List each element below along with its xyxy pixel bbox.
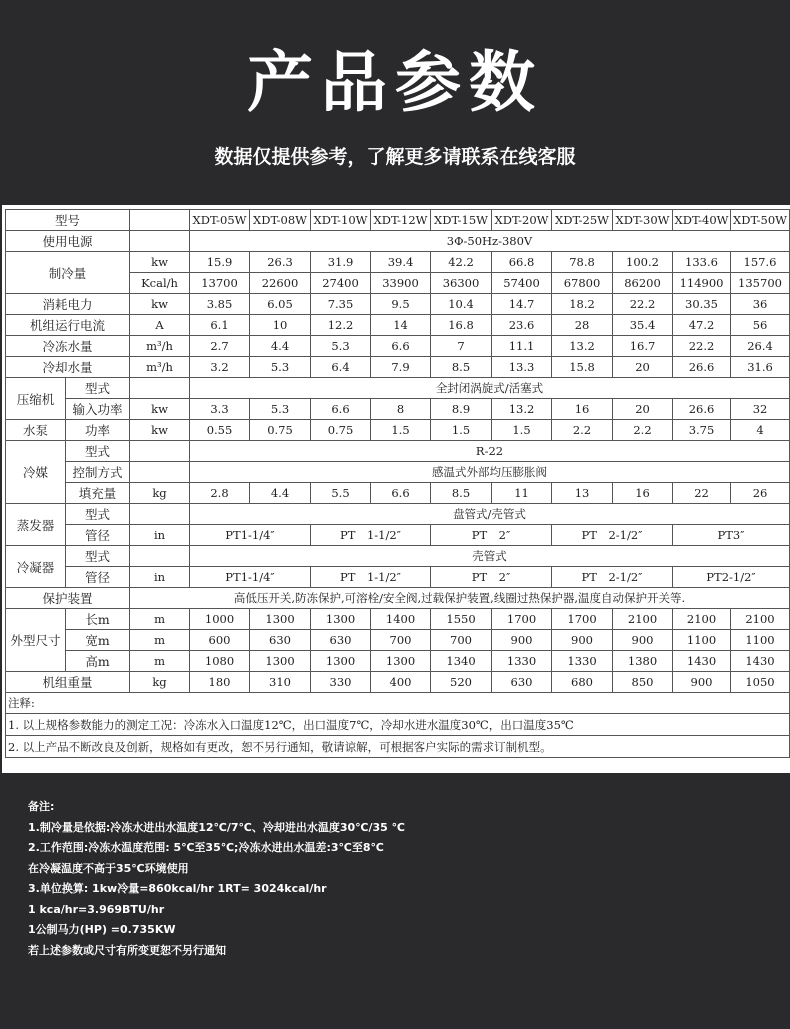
value-cell: 35.4: [613, 315, 673, 336]
unit-cell: in: [130, 525, 190, 546]
unit-cell: kw: [130, 399, 190, 420]
value-cell: 4.4: [250, 483, 311, 504]
value-cell: 1100: [673, 630, 731, 651]
value-cell: 6.05: [250, 294, 311, 315]
value-cell: 78.8: [552, 252, 613, 273]
value-cell: 14.7: [492, 294, 552, 315]
remarks-heading: 备注:: [28, 800, 55, 813]
value-cell: 27400: [311, 273, 371, 294]
value-cell: 900: [613, 630, 673, 651]
value-cell: 900: [492, 630, 552, 651]
cooling-kw-row: [6, 252, 790, 273]
value-cell: 14: [371, 315, 431, 336]
value-cell: 47.2: [673, 315, 731, 336]
value-cell: 57400: [492, 273, 552, 294]
refrigerant-charge-row: [6, 483, 790, 504]
value-cell: 66.8: [492, 252, 552, 273]
height-label: 高m: [66, 651, 130, 672]
value-cell: 1300: [250, 609, 311, 630]
value-cell: 23.6: [492, 315, 552, 336]
value-cell: 8: [371, 399, 431, 420]
compressor-type-label: 型式: [66, 378, 130, 399]
value-cell: 8.5: [431, 357, 492, 378]
value-cell: 56: [731, 315, 790, 336]
evaporator-label: 蒸发器: [6, 504, 66, 546]
value-cell: 12.2: [311, 315, 371, 336]
value-cell: 36300: [431, 273, 492, 294]
model-header: XDT-50W: [731, 210, 790, 231]
condenser-type-value: 壳管式: [190, 546, 790, 567]
pump-power-label: 功率: [66, 420, 130, 441]
value-cell: 630: [492, 672, 552, 693]
value-cell: 31.9: [311, 252, 371, 273]
value-cell: 2.2: [552, 420, 613, 441]
value-cell: 1080: [190, 651, 250, 672]
value-cell: 1700: [492, 609, 552, 630]
page-title: 产品参数: [247, 44, 543, 121]
value-cell: 630: [250, 630, 311, 651]
value-cell: 2100: [673, 609, 731, 630]
unit-cell: kw: [130, 252, 190, 273]
unit-cell: [130, 441, 190, 462]
unit-cell: [130, 546, 190, 567]
value-cell: 16: [552, 399, 613, 420]
protection-value: 高低压开关,防冻保护,可溶栓/安全阀,过载保护装置,线圈过热保护器,温度自动保护开关等.: [130, 588, 790, 609]
unit-cell: [130, 378, 190, 399]
notes-label-row: [6, 693, 790, 714]
value-cell: 31.6: [731, 357, 790, 378]
unit-cell: A: [130, 315, 190, 336]
value-cell: 310: [250, 672, 311, 693]
evaporator-pipe-label: 管径: [66, 525, 130, 546]
value-cell: 39.4: [371, 252, 431, 273]
value-cell: 11.1: [492, 336, 552, 357]
pipe-value-cell: PT1-1/4″: [190, 567, 311, 588]
unit-cell: m: [130, 630, 190, 651]
refrigerant-control-row: [6, 462, 790, 483]
value-cell: 16: [613, 483, 673, 504]
model-header: XDT-12W: [371, 210, 431, 231]
chilled-water-row: [6, 336, 790, 357]
unit-cell: m³/h: [130, 357, 190, 378]
value-cell: 36: [731, 294, 790, 315]
value-cell: 1.5: [431, 420, 492, 441]
value-cell: 8.5: [431, 483, 492, 504]
value-cell: 7.35: [311, 294, 371, 315]
remark-line: 若上述参数或尺寸有所变更恕不另行通知: [28, 943, 226, 957]
power-supply-row: [6, 231, 790, 252]
value-cell: 22: [673, 483, 731, 504]
unit-cell: m: [130, 609, 190, 630]
power-consumption-label: 消耗电力: [6, 294, 130, 315]
value-cell: 20: [613, 399, 673, 420]
value-cell: 26.6: [673, 399, 731, 420]
value-cell: 400: [371, 672, 431, 693]
page-subtitle: 数据仅提供参考，了解更多请联系在线客服: [214, 146, 576, 168]
compressor-type-value: 全封闭涡旋式/活塞式: [190, 378, 790, 399]
dimension-width-row: [6, 630, 790, 651]
pipe-value-cell: PT 2″: [431, 567, 552, 588]
remark-line: 2.工作范围:冷冻水温度范围: 5℃至35℃;冷冻水进出水温差:3℃至8℃: [28, 841, 384, 854]
unit-cell: kg: [130, 672, 190, 693]
value-cell: 1050: [731, 672, 790, 693]
remark-line: 1 kca/hr=3.969BTU/hr: [28, 902, 165, 916]
protection-row: [6, 588, 790, 609]
pipe-value-cell: PT 2-1/2″: [552, 567, 673, 588]
refrigerant-charge-label: 填充量: [66, 483, 130, 504]
model-header: XDT-30W: [613, 210, 673, 231]
condenser-type-label: 型式: [66, 546, 130, 567]
value-cell: 33900: [371, 273, 431, 294]
value-cell: 1300: [250, 651, 311, 672]
value-cell: 0.55: [190, 420, 250, 441]
note-text: 1. 以上规格参数能力的测定工况：冷冻水入口温度12℃，出口温度7℃，冷却水进水温度30℃，出口温度35℃: [6, 714, 790, 736]
value-cell: 8.9: [431, 399, 492, 420]
value-cell: 0.75: [311, 420, 371, 441]
power-consumption-row: [6, 294, 790, 315]
value-cell: 900: [673, 672, 731, 693]
value-cell: 42.2: [431, 252, 492, 273]
notes-label: 注释:: [6, 693, 790, 714]
cooling-water-row: [6, 357, 790, 378]
value-cell: 600: [190, 630, 250, 651]
condenser-pipe-row: [6, 567, 790, 588]
value-cell: 6.6: [371, 336, 431, 357]
pipe-value-cell: PT2-1/2″: [673, 567, 790, 588]
evaporator-type-value: 盘管式/壳管式: [190, 504, 790, 525]
value-cell: 22.2: [613, 294, 673, 315]
running-current-row: [6, 315, 790, 336]
refrigerant-type-label: 型式: [66, 441, 130, 462]
dimensions-label: 外型尺寸: [6, 609, 66, 672]
length-label: 长m: [66, 609, 130, 630]
value-cell: 700: [371, 630, 431, 651]
value-cell: 16.7: [613, 336, 673, 357]
value-cell: 26.6: [673, 357, 731, 378]
model-header: XDT-08W: [250, 210, 311, 231]
model-label: 型号: [6, 210, 130, 231]
note-text: 2. 以上产品不断改良及创新，规格如有更改，恕不另行通知，敬请谅解，可根据客户实际的需求订制机型。: [6, 736, 790, 758]
unit-cell: kg: [130, 483, 190, 504]
value-cell: 1700: [552, 609, 613, 630]
pipe-value-cell: PT 2″: [431, 525, 552, 546]
remark-line: 1.制冷量是依据:冷冻水进出水温度12℃/7℃、冷却进出水温度30℃/35 ℃: [28, 820, 405, 834]
unit-cell: [130, 210, 190, 231]
value-cell: 3.3: [190, 399, 250, 420]
value-cell: 680: [552, 672, 613, 693]
value-cell: 6.6: [371, 483, 431, 504]
value-cell: 700: [431, 630, 492, 651]
pipe-value-cell: PT 1-1/2″: [311, 525, 431, 546]
value-cell: 3.85: [190, 294, 250, 315]
value-cell: 26.3: [250, 252, 311, 273]
value-cell: 1430: [673, 651, 731, 672]
value-cell: 1380: [613, 651, 673, 672]
value-cell: 180: [190, 672, 250, 693]
compressor-power-row: [6, 399, 790, 420]
value-cell: 1.5: [371, 420, 431, 441]
value-cell: 330: [311, 672, 371, 693]
pump-row: [6, 420, 790, 441]
value-cell: 1.5: [492, 420, 552, 441]
value-cell: 10.4: [431, 294, 492, 315]
value-cell: 3.75: [673, 420, 731, 441]
value-cell: 630: [311, 630, 371, 651]
value-cell: 2.8: [190, 483, 250, 504]
power-supply-label: 使用电源: [6, 231, 130, 252]
value-cell: 1550: [431, 609, 492, 630]
value-cell: 22.2: [673, 336, 731, 357]
unit-cell: Kcal/h: [130, 273, 190, 294]
value-cell: 4.4: [250, 336, 311, 357]
compressor-type-row: [6, 378, 790, 399]
value-cell: 86200: [613, 273, 673, 294]
note-row: [6, 714, 790, 736]
pipe-value-cell: PT3″: [673, 525, 790, 546]
evaporator-type-row: [6, 504, 790, 525]
pipe-value-cell: PT 1-1/2″: [311, 567, 431, 588]
value-cell: 1330: [552, 651, 613, 672]
value-cell: 7: [431, 336, 492, 357]
value-cell: 28: [552, 315, 613, 336]
value-cell: 11: [492, 483, 552, 504]
evaporator-pipe-row: [6, 525, 790, 546]
evaporator-type-label: 型式: [66, 504, 130, 525]
value-cell: 13.2: [492, 399, 552, 420]
value-cell: 6.4: [311, 357, 371, 378]
unit-cell: kw: [130, 420, 190, 441]
model-header: XDT-15W: [431, 210, 492, 231]
value-cell: 114900: [673, 273, 731, 294]
unit-cell: m: [130, 651, 190, 672]
value-cell: 1300: [371, 651, 431, 672]
compressor-power-label: 输入功率: [66, 399, 130, 420]
value-cell: 100.2: [613, 252, 673, 273]
value-cell: 5.3: [250, 399, 311, 420]
chilled-water-label: 冷冻水量: [6, 336, 130, 357]
value-cell: 157.6: [731, 252, 790, 273]
value-cell: 13.2: [552, 336, 613, 357]
model-header: XDT-20W: [492, 210, 552, 231]
value-cell: 3.2: [190, 357, 250, 378]
dimension-height-row: [6, 651, 790, 672]
weight-label: 机组重量: [6, 672, 130, 693]
spec-sheet: [2, 205, 790, 773]
value-cell: 850: [613, 672, 673, 693]
value-cell: 30.35: [673, 294, 731, 315]
value-cell: 26.4: [731, 336, 790, 357]
power-supply-value: 3Φ-50Hz-380V: [190, 231, 790, 252]
value-cell: 1400: [371, 609, 431, 630]
remark-line: 3.单位换算: 1kw冷量=860kcal/hr 1RT= 3024kcal/hr: [28, 882, 327, 895]
unit-cell: [130, 504, 190, 525]
refrigerant-control-value: 感温式外部均压膨胀阀: [190, 462, 790, 483]
cooling-capacity-label: 制冷量: [6, 252, 130, 294]
running-current-label: 机组运行电流: [6, 315, 130, 336]
value-cell: 1300: [311, 609, 371, 630]
unit-cell: kw: [130, 294, 190, 315]
value-cell: 1340: [431, 651, 492, 672]
value-cell: 5.3: [311, 336, 371, 357]
value-cell: 10: [250, 315, 311, 336]
pipe-value-cell: PT 2-1/2″: [552, 525, 673, 546]
note-row: [6, 736, 790, 758]
value-cell: 1430: [731, 651, 790, 672]
value-cell: 0.75: [250, 420, 311, 441]
unit-cell: in: [130, 567, 190, 588]
value-cell: 1330: [492, 651, 552, 672]
value-cell: 2100: [731, 609, 790, 630]
value-cell: 2100: [613, 609, 673, 630]
refrigerant-control-label: 控制方式: [66, 462, 130, 483]
value-cell: 9.5: [371, 294, 431, 315]
model-header: XDT-05W: [190, 210, 250, 231]
value-cell: 67800: [552, 273, 613, 294]
value-cell: 5.5: [311, 483, 371, 504]
value-cell: 1100: [731, 630, 790, 651]
compressor-label: 压缩机: [6, 378, 66, 420]
width-label: 宽m: [66, 630, 130, 651]
condenser-type-row: [6, 546, 790, 567]
value-cell: 32: [731, 399, 790, 420]
value-cell: 6.6: [311, 399, 371, 420]
value-cell: 13: [552, 483, 613, 504]
unit-cell: [130, 462, 190, 483]
model-header: XDT-40W: [673, 210, 731, 231]
value-cell: 900: [552, 630, 613, 651]
value-cell: 2.7: [190, 336, 250, 357]
value-cell: 15.9: [190, 252, 250, 273]
value-cell: 22600: [250, 273, 311, 294]
value-cell: 13.3: [492, 357, 552, 378]
dimension-length-row: [6, 609, 790, 630]
value-cell: 133.6: [673, 252, 731, 273]
value-cell: 520: [431, 672, 492, 693]
unit-cell: m³/h: [130, 336, 190, 357]
value-cell: 26: [731, 483, 790, 504]
pump-label: 水泵: [6, 420, 66, 441]
header-row: [6, 210, 790, 231]
value-cell: 1000: [190, 609, 250, 630]
value-cell: 2.2: [613, 420, 673, 441]
model-header: XDT-10W: [311, 210, 371, 231]
value-cell: 5.3: [250, 357, 311, 378]
spec-table: [5, 209, 790, 758]
refrigerant-label: 冷媒: [6, 441, 66, 504]
value-cell: 18.2: [552, 294, 613, 315]
protection-label: 保护装置: [6, 588, 130, 609]
value-cell: 4: [731, 420, 790, 441]
condenser-pipe-label: 管径: [66, 567, 130, 588]
cooling-water-label: 冷却水量: [6, 357, 130, 378]
value-cell: 20: [613, 357, 673, 378]
value-cell: 7.9: [371, 357, 431, 378]
remark-line: 1公制马力(HP) =0.735KW: [28, 923, 176, 936]
remarks-block: [28, 797, 768, 961]
model-header: XDT-25W: [552, 210, 613, 231]
refrigerant-type-value: R-22: [190, 441, 790, 462]
unit-cell: [130, 231, 190, 252]
value-cell: 1300: [311, 651, 371, 672]
value-cell: 16.8: [431, 315, 492, 336]
value-cell: 15.8: [552, 357, 613, 378]
value-cell: 6.1: [190, 315, 250, 336]
value-cell: 135700: [731, 273, 790, 294]
weight-row: [6, 672, 790, 693]
pipe-value-cell: PT1-1/4″: [190, 525, 311, 546]
refrigerant-type-row: [6, 441, 790, 462]
value-cell: 13700: [190, 273, 250, 294]
remark-line: 在冷凝温度不高于35℃环境使用: [28, 861, 189, 875]
condenser-label: 冷凝器: [6, 546, 66, 588]
